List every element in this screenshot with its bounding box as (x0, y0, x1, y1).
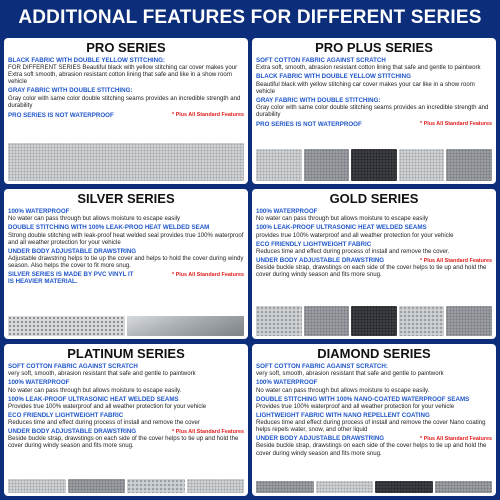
feature-text: Gray color with same color double stitching seams provides an incredible strength and durability (256, 103, 489, 118)
feature-text: Strong double stitching with leak-proof heat welded seal provides true 100% waterproof and all weather protection for your vehicle (8, 231, 244, 246)
fabric-swatch (446, 306, 492, 336)
feature-text: No water can pass through but allows moisture to escape easily. (8, 386, 182, 394)
footnote-row (8, 112, 244, 119)
footnote-row (256, 121, 492, 128)
header-banner (0, 0, 500, 36)
series-title: GOLD SERIES (329, 191, 419, 206)
feature-heading: UNDER BODY ADJUSTABLE DRAWSTRING (8, 247, 137, 255)
series-title: PLATINUM SERIES (67, 346, 185, 361)
footnote: PRO SERIES IS NOT WATERPROOF (256, 121, 362, 129)
fabric-swatch (187, 479, 245, 493)
fabric-swatch (304, 149, 350, 181)
standard-features-note: * Plus All Standard Features (420, 257, 492, 264)
fabric-swatch (8, 479, 66, 493)
fabric-swatch (256, 481, 314, 493)
feature-text: very soft, smooth, abrasion resistant that safe and gentle to paintwork (256, 370, 444, 378)
series-title: SILVER SERIES (77, 191, 175, 206)
feature-text: No water can pass through but allows moisture to escape easily. (256, 386, 430, 394)
platinum-series-panel (4, 344, 248, 496)
feature-heading: 100% WATERPROOF (8, 208, 70, 215)
feature-heading: GRAY FABRIC WITH DOUBLE STITCHING: (256, 96, 381, 104)
fabric-image-strip (256, 481, 492, 493)
feature-heading: DOUBLE STITCHING WITH 100% NANO-COATED WATERPROOF SEAMS (256, 395, 470, 403)
silver-series-panel (4, 189, 248, 339)
page-title: ADDITIONAL FEATURES FOR DIFFERENT SERIES (18, 7, 482, 28)
fabric-swatch (435, 481, 493, 493)
feature-heading: UNDER BODY ADJUSTABLE DRAWSTRING (256, 435, 385, 443)
fabric-swatch (375, 481, 433, 493)
feature-text: Provides true 100% waterproof and all weather protection for your vehicle (8, 402, 207, 410)
fabric-swatch (256, 149, 302, 181)
feature-text: No water can pass through but allows moisture to escape easily (256, 215, 429, 223)
feature-heading: BLACK FABRIC WITH DOUBLE YELLOW STITCHING: (8, 57, 165, 64)
series-title: PRO PLUS SERIES (315, 40, 433, 55)
feature-heading: 100% WATERPROOF (256, 379, 318, 387)
feature-heading: 100% LEAK-PROOF ULTRASONIC HEAT WELDED SEAMS (8, 395, 179, 403)
fabric-image-strip (8, 479, 244, 493)
standard-features-note: * Plus All Standard Features (172, 111, 244, 118)
fabric-swatch (351, 306, 397, 336)
fabric-swatch (304, 306, 350, 336)
feature-heading: UNDER BODY ADJUSTABLE DRAWSTRING (256, 256, 385, 264)
feature-text: No water can pass through but allows moisture to escape easily (8, 215, 181, 223)
feature-text: Beside buckle strap, drawstings on each side of the cover helps to tie up and hold the cover during windy season and fits more snug. (256, 264, 487, 279)
fabric-swatch (68, 479, 126, 493)
pro-series-panel (4, 38, 248, 184)
feature-text: Extra soft, smooth, abrasion resistant cotton lining that safe and gentle to paintwork (256, 64, 481, 72)
standard-features-note: * Plus All Standard Features (420, 121, 492, 128)
feature-text: Beautiful black with yellow stitching car cover makes your car like in a show room vehicle (256, 80, 475, 95)
feature-heading-row (256, 435, 492, 442)
feature-heading: DOUBLE STITCHING WITH 100% LEAK-PROO HEAT WELDED SEAM (8, 224, 210, 232)
fabric-swatch (127, 316, 244, 336)
fabric-swatch (256, 306, 302, 336)
diamond-series-panel (252, 344, 496, 496)
feature-heading: SOFT COTTON FABRIC AGAINST SCRATCH (8, 363, 138, 370)
series-title: DIAMOND SERIES (317, 346, 431, 361)
feature-heading-row (8, 428, 244, 435)
feature-heading: SOFT COTTON FABRIC AGAINST SCRATCH: (256, 363, 388, 370)
gold-series-panel (252, 189, 496, 339)
feature-heading: ECO FRIENDLY LIGHTWEIGHT FABRIC (8, 411, 124, 419)
feature-heading: UNDER BODY ADJUSTABLE DRAWSTRING (8, 428, 137, 436)
feature-heading: 100% WATERPROOF (256, 208, 318, 215)
feature-text: Beside buckle strap, drawstings on each side of the cover helps to tie up and hold the cover during windy season and fits more snug. (256, 442, 487, 457)
footnote: PRO SERIES IS NOT WATERPROOF (8, 111, 114, 119)
feature-heading: 100% LEAK-PROOF ULTRASONIC HEAT WELDED SEAMS (256, 224, 427, 232)
fabric-swatch (8, 143, 244, 181)
feature-text: FOR DIFFERENT SERIES Beautiful black with yellow stitching car cover makes your Extra soft smooth, abrasion resistant cotton lining that safe and like in a show room vehicle (8, 64, 238, 86)
feature-text: Reduces time and effect during process of install and remove the cover Nano coating helps repels water, snow, and other liquid (256, 419, 486, 434)
feature-text: Gray color with same color double stitching seams provides an incredible strength and durability (8, 94, 241, 109)
feature-heading: GRAY FABRIC WITH DOUBLE STITCHING: (8, 87, 133, 95)
fabric-image-strip (256, 149, 492, 181)
feature-text: Reduces time and effect during process of install and remove the cover. (256, 247, 450, 255)
fabric-swatch (399, 306, 445, 336)
feature-text: very soft, smooth, abrasion resistant that safe and gentle to paintwork (8, 370, 196, 378)
feature-text: provides true 100% waterproof and all weather protection for your vehicle (256, 231, 454, 239)
feature-text: Beside buckle strap, drawstings on each side of the cover helps to tie up and hold the cover during windy season and fits more snug. (8, 435, 239, 450)
footnote-row (8, 271, 244, 285)
feature-heading: SOFT COTTON FABRIC AGAINST SCRATCH (256, 57, 386, 64)
feature-heading: LIGHTWEIGHT FABRIC WITH NANO REPELLENT COATING (256, 411, 430, 419)
standard-features-note: * Plus All Standard Features (172, 429, 244, 436)
fabric-swatch (446, 149, 492, 181)
feature-heading: ECO FRIENDLY LIGHTWEIGHT FABRIC (256, 240, 372, 248)
standard-features-note: * Plus All Standard Features (172, 272, 244, 279)
fabric-swatch (351, 149, 397, 181)
standard-features-note: * Plus All Standard Features (420, 436, 492, 443)
feature-text: Adjustable drawstring helps to tie up the cover and helps to hold the cover during windy season. Also helps the cover to fit more snug. (8, 254, 244, 269)
fabric-image (8, 143, 244, 181)
feature-text: Provides true 100% waterproof and all weather protection for your vehicle (256, 402, 455, 410)
fabric-swatch (8, 316, 125, 336)
fabric-swatch (399, 149, 445, 181)
fabric-image-strip (256, 306, 492, 336)
footnote: SILVER SERIES IS MADE BY PVC VINYL IT IS HEAVIER MATERIAL. (8, 271, 134, 286)
fabric-swatch (127, 479, 185, 493)
feature-heading: 100% WATERPROOF (8, 379, 70, 387)
feature-heading-row (256, 257, 492, 264)
pro-plus-series-panel (252, 38, 496, 184)
series-title: PRO SERIES (86, 40, 166, 55)
feature-text: Reduces time and effect during process of install and remove the cover (8, 419, 200, 427)
feature-heading: BLACK FABRIC WITH DOUBLE YELLOW STITCHING (256, 73, 411, 81)
fabric-swatch (316, 481, 374, 493)
fabric-image-strip (8, 316, 244, 336)
